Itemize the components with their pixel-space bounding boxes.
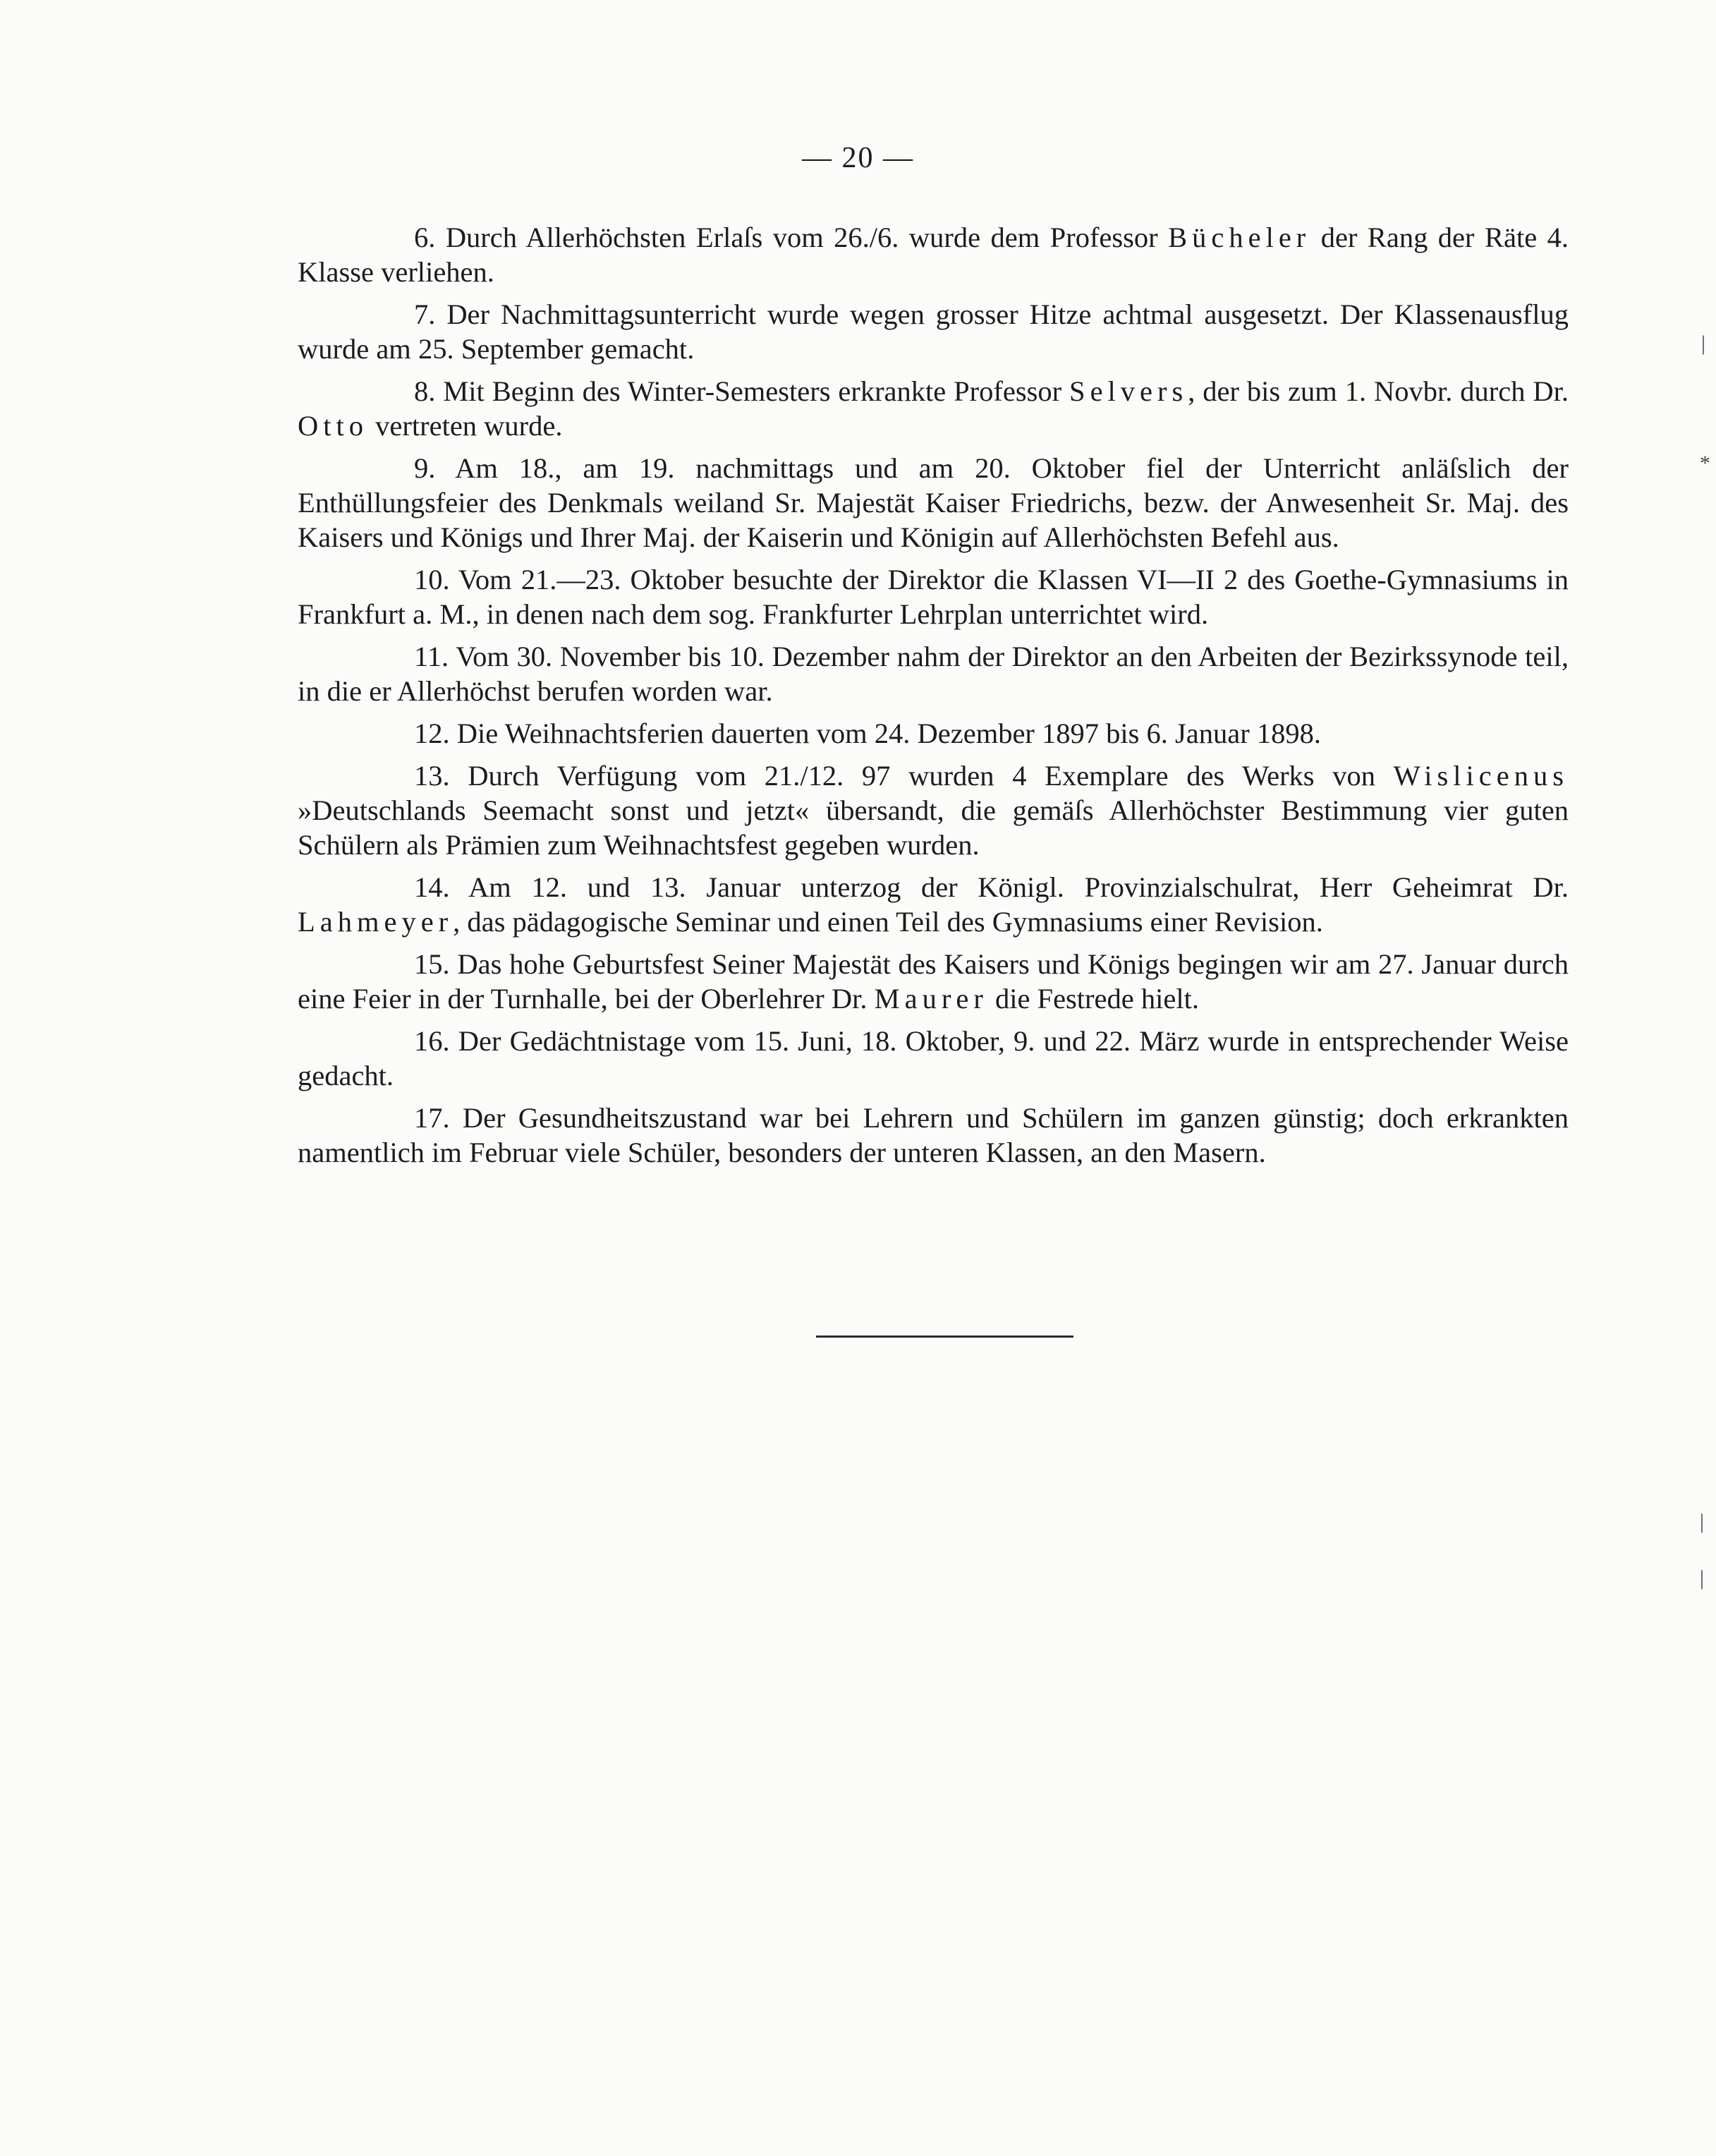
paragraph-number: 10. (414, 564, 450, 595)
paragraph-text: , das pädagogische Seminar und einen Teil des Gymnasiums einer Revision. (453, 906, 1323, 938)
paragraph-number: 13. (414, 760, 450, 792)
page-number: — 20 — (802, 142, 914, 174)
paragraph-text: »Deutschlands Seemacht sonst und jetzt« übersandt, die gemäſs Allerhöchster Bestimmung vier guten Schülern als Prämien zum Weihnachtsfest gegeben wurden. (298, 794, 1569, 861)
paragraph-15 (298, 947, 1569, 1016)
paragraph-11 (298, 639, 1569, 708)
paragraph-number: 12. (414, 717, 450, 749)
paragraph-number: 17. (414, 1102, 450, 1134)
section-divider (816, 1336, 1073, 1338)
paragraph-text: der Rang der Räte 4. Klasse verliehen. (298, 222, 1569, 288)
paragraph-number: 8. (414, 375, 436, 407)
paragraph-8 (298, 374, 1569, 443)
paragraph-7 (298, 297, 1569, 366)
body-text (298, 220, 1569, 1177)
margin-mark: | (1700, 1566, 1705, 1589)
paragraph-9 (298, 451, 1569, 555)
paragraph-number: 6. (414, 222, 436, 253)
spaced-name: Selvers (1069, 375, 1188, 407)
paragraph-16 (298, 1024, 1569, 1093)
paragraph-text: Am 12. und 13. Januar unterzog der Königl. Provinzialschulrat, Herr Geheimrat Dr. (468, 871, 1569, 903)
spaced-name: Bücheler (1168, 222, 1311, 253)
paragraph-text: Das hohe Geburtsfest Seiner Majestät des Kaisers und Königs begingen wir am 27. Januar durch eine Feier in der Turnhalle, bei der Oberlehrer Dr. (298, 948, 1569, 1015)
paragraph-text: Durch Allerhöchsten Erlaſs vom 26./6. wurde dem Professor (445, 222, 1169, 253)
paragraph-text: Der Nachmittagsunterricht wurde wegen grosser Hitze achtmal ausgesetzt. Der Klassenausflug wurde am 25. September gemacht. (298, 298, 1569, 365)
paragraph-text: vertreten wurde. (368, 410, 563, 442)
margin-mark: * (1700, 452, 1710, 475)
paragraph-12 (298, 716, 1569, 751)
paragraph-text: Durch Verfügung vom 21./12. 97 wurden 4 Exemplare des Werks von (468, 760, 1394, 792)
paragraph-text: , der bis zum 1. Novbr. durch Dr. (1188, 375, 1569, 407)
paragraph-text: Vom 21.—23. Oktober besuchte der Direktor die Klassen VI—II 2 des Goethe-Gymnasiums in Frankfurt a. M., in denen nach dem sog. Frankfurter Lehrplan unterrichtet wird. (298, 564, 1569, 630)
spaced-name: Lahmeyer (298, 906, 454, 938)
paragraph-text: Der Gedächtnistage vom 15. Juni, 18. Oktober, 9. und 22. März wurde in entsprechender Weise gedacht. (298, 1025, 1569, 1091)
margin-mark: | (1700, 1510, 1705, 1533)
paragraph-number: 7. (414, 298, 436, 330)
paragraph-text: Mit Beginn des Winter-Semesters erkrankte Professor (443, 375, 1070, 407)
spaced-name: Otto (298, 410, 369, 442)
paragraph-text: Vom 30. November bis 10. Dezember nahm der Direktor an den Arbeiten der Bezirkssynode teil, in die er Allerhöchst berufen worden war. (298, 641, 1569, 707)
paragraph-number: 16. (414, 1025, 450, 1057)
paragraph-text: Die Weihnachtsferien dauerten vom 24. Dezember 1897 bis 6. Januar 1898. (456, 717, 1321, 749)
margin-mark: | (1701, 332, 1706, 355)
paragraph-number: 9. (414, 452, 436, 484)
paragraph-10 (298, 562, 1569, 631)
paragraph-17 (298, 1101, 1569, 1170)
spaced-name: Maurer (874, 983, 988, 1015)
paragraph-number: 14. (414, 871, 450, 903)
paragraph-number: 15. (414, 948, 450, 980)
paragraph-text: die Festrede hielt. (987, 983, 1199, 1015)
paragraph-text: Der Gesundheitszustand war bei Lehrern und Schülern im ganzen günstig; doch erkrankten namentlich im Februar viele Schüler, besonders der unteren Klassen, an den Masern. (298, 1102, 1569, 1168)
paragraph-text: Am 18., am 19. nachmittags und am 20. Oktober fiel der Unterricht anläſslich der Enthüllungsfeier des Denkmals weiland Sr. Majestät Kaiser Friedrichs, bezw. der Anwesenheit Sr. Maj. des Kaisers und Königs und Ihrer Maj. der Kaiserin und Königin auf Allerhöchsten Befehl aus. (298, 452, 1569, 553)
paragraph-13 (298, 758, 1569, 862)
paragraph-6 (298, 220, 1569, 289)
paragraph-number: 11. (414, 641, 449, 672)
paragraph-14 (298, 870, 1569, 939)
spaced-name: Wislicenus (1393, 760, 1569, 792)
